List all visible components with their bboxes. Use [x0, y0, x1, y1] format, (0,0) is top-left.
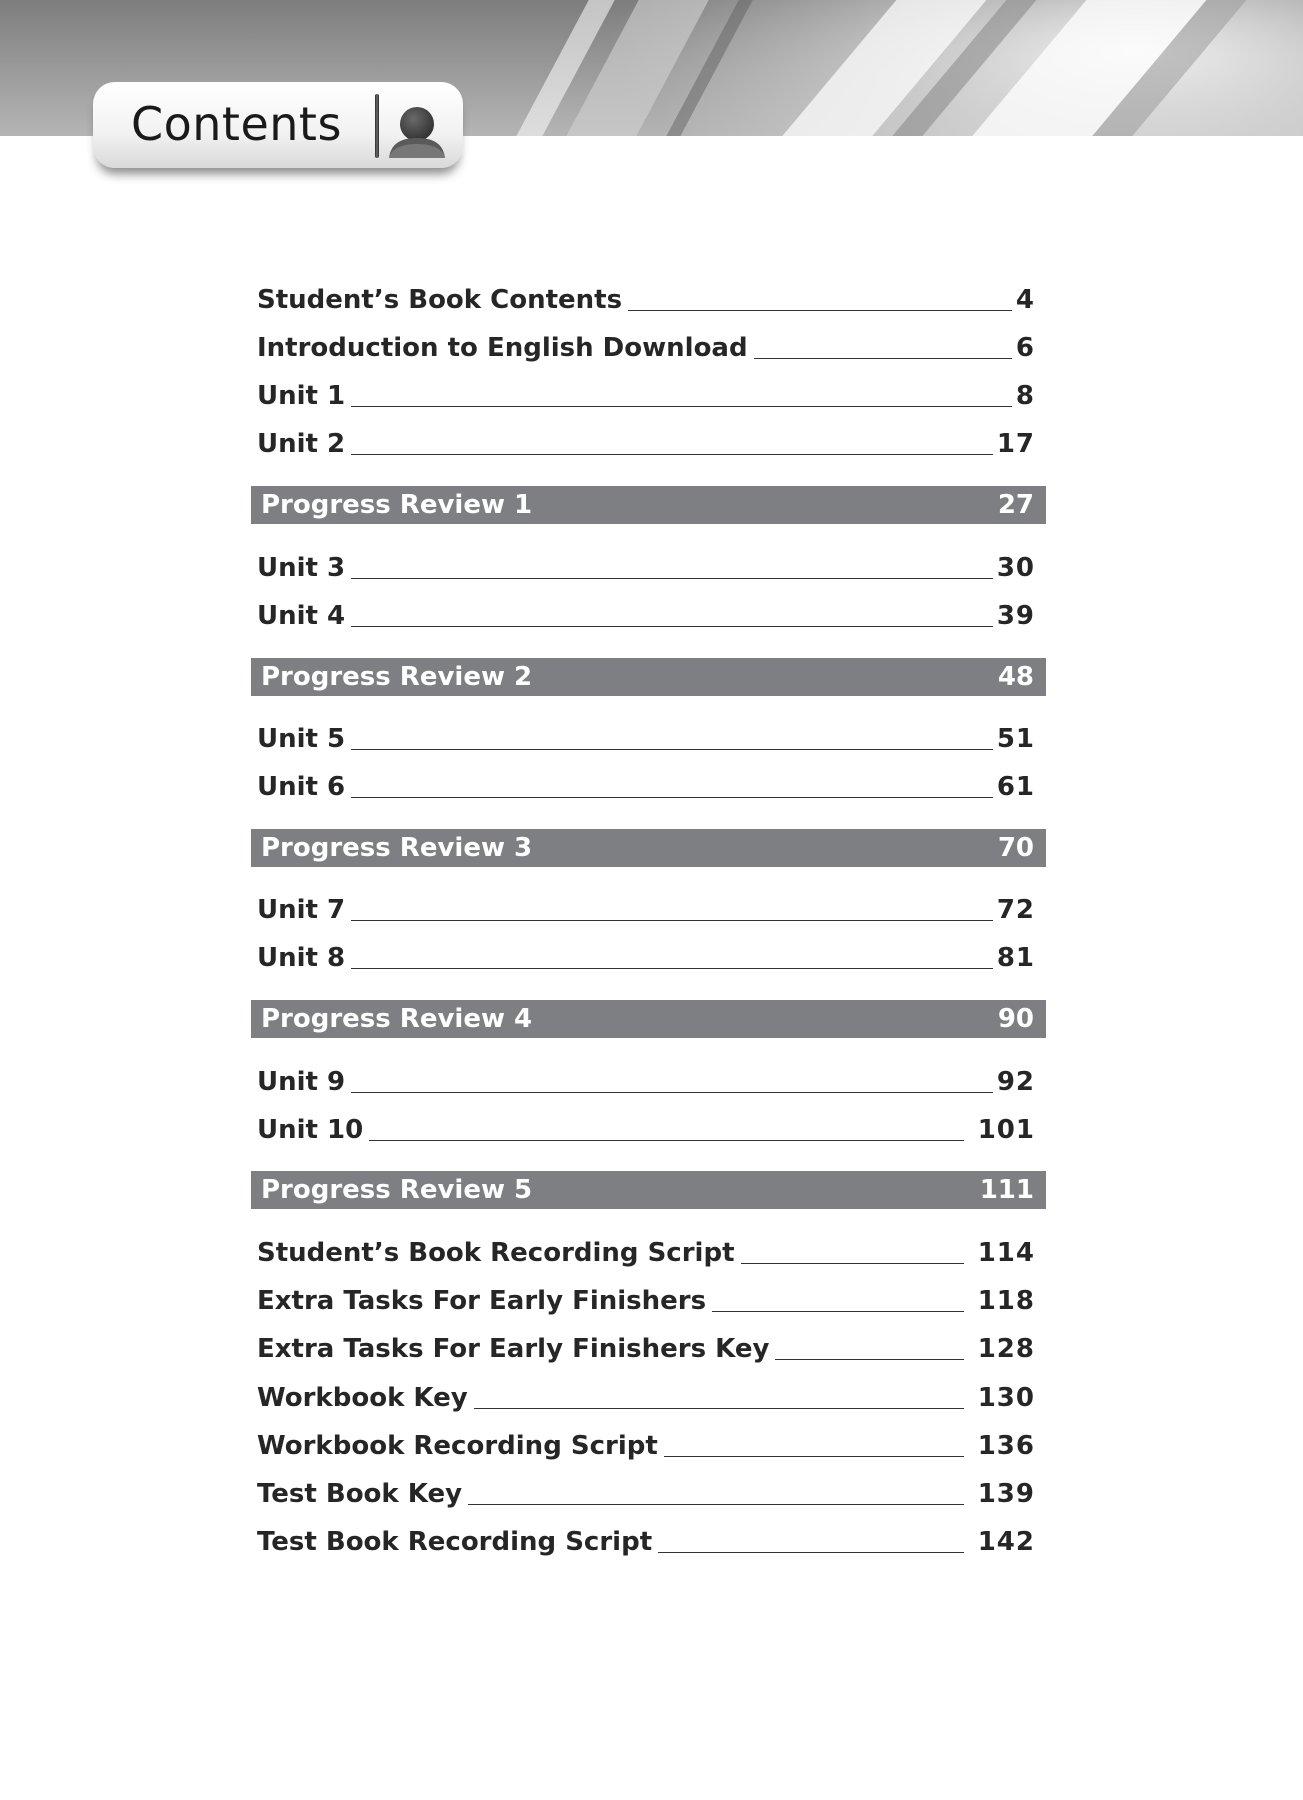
- toc-entry[interactable]: [257, 1378, 1035, 1414]
- toc-entry[interactable]: [257, 1233, 1035, 1269]
- toc-entry-page: 17: [996, 429, 1035, 459]
- dot-leader: [351, 405, 1012, 407]
- toc-entry-label: Unit 3: [257, 553, 346, 583]
- dot-leader: [369, 1139, 964, 1141]
- toc-entry[interactable]: [257, 719, 1035, 755]
- toc-entry-page: 30: [996, 553, 1035, 583]
- toc-entry-page: 128: [977, 1334, 1035, 1364]
- toc-entry[interactable]: [257, 376, 1035, 412]
- toc-entry-label: Student’s Book Recording Script: [257, 1238, 735, 1268]
- progress-review-page: 90: [997, 1004, 1034, 1034]
- toc-entry-label: Unit 2: [257, 429, 346, 459]
- progress-review-row[interactable]: [251, 486, 1046, 524]
- table-of-contents: [251, 0, 1046, 1800]
- toc-entry[interactable]: [257, 1281, 1035, 1317]
- dot-leader: [712, 1310, 964, 1312]
- toc-entry-label: Workbook Key: [257, 1383, 468, 1413]
- progress-review-row[interactable]: [251, 1171, 1046, 1209]
- dot-leader: [351, 453, 993, 455]
- progress-review-page: 27: [997, 490, 1034, 520]
- toc-entry-label: Test Book Recording Script: [257, 1527, 653, 1557]
- toc-entry[interactable]: [257, 1522, 1035, 1558]
- progress-review-label: Progress Review 1: [261, 490, 533, 520]
- progress-review-page: 111: [979, 1175, 1034, 1205]
- toc-entry-label: Extra Tasks For Early Finishers: [257, 1286, 707, 1316]
- toc-entry-label: Introduction to English Download: [257, 333, 748, 363]
- progress-review-label: Progress Review 4: [261, 1004, 533, 1034]
- toc-entry[interactable]: [257, 548, 1035, 584]
- toc-entry-page: 4: [1015, 285, 1035, 315]
- toc-entry-page: 51: [996, 724, 1035, 754]
- toc-entry-label: Unit 6: [257, 772, 346, 802]
- toc-entry-label: Workbook Recording Script: [257, 1431, 658, 1461]
- toc-entry-page: 101: [977, 1115, 1035, 1145]
- toc-entry-page: 114: [977, 1238, 1035, 1268]
- toc-entry-page: 118: [977, 1286, 1035, 1316]
- toc-entry-page: 72: [996, 895, 1035, 925]
- dot-leader: [468, 1503, 964, 1505]
- dot-leader: [351, 625, 993, 627]
- progress-review-row[interactable]: [251, 829, 1046, 867]
- toc-entry[interactable]: [257, 938, 1035, 974]
- toc-entry-page: 6: [1015, 333, 1035, 363]
- toc-entry-label: Unit 10: [257, 1115, 364, 1145]
- toc-entry-page: 39: [996, 601, 1035, 631]
- toc-entry[interactable]: [257, 1329, 1035, 1365]
- toc-entry-label: Unit 7: [257, 895, 346, 925]
- toc-entry-page: 142: [977, 1527, 1035, 1557]
- dot-leader: [775, 1358, 963, 1360]
- toc-entry-label: Unit 4: [257, 601, 346, 631]
- toc-entry[interactable]: [257, 596, 1035, 632]
- toc-entry-label: Test Book Key: [257, 1479, 463, 1509]
- dot-leader: [351, 577, 993, 579]
- dot-leader: [351, 1091, 993, 1093]
- progress-review-label: Progress Review 2: [261, 662, 533, 692]
- dot-leader: [351, 748, 993, 750]
- toc-entry-label: Unit 5: [257, 724, 346, 754]
- toc-entry-label: Unit 1: [257, 381, 346, 411]
- progress-review-page: 48: [997, 662, 1034, 692]
- toc-entry[interactable]: [257, 280, 1035, 316]
- dot-leader: [351, 967, 993, 969]
- toc-entry[interactable]: [257, 328, 1035, 364]
- toc-entry-label: Unit 9: [257, 1067, 346, 1097]
- toc-entry[interactable]: [257, 424, 1035, 460]
- progress-review-label: Progress Review 5: [261, 1175, 533, 1205]
- toc-entry-page: 136: [977, 1431, 1035, 1461]
- dot-leader: [664, 1455, 964, 1457]
- dot-leader: [754, 357, 1012, 359]
- progress-review-page: 70: [997, 833, 1034, 863]
- dot-leader: [351, 796, 993, 798]
- toc-entry-label: Student’s Book Contents: [257, 285, 623, 315]
- toc-entry-page: 81: [996, 943, 1035, 973]
- toc-entry[interactable]: [257, 1110, 1035, 1146]
- toc-entry[interactable]: [257, 1474, 1035, 1510]
- toc-entry-label: Unit 8: [257, 943, 346, 973]
- toc-entry[interactable]: [257, 1426, 1035, 1462]
- dot-leader: [351, 919, 993, 921]
- page-title: Contents: [131, 97, 342, 151]
- dot-leader: [628, 309, 1012, 311]
- toc-entry-page: 8: [1015, 381, 1035, 411]
- progress-review-label: Progress Review 3: [261, 833, 533, 863]
- progress-review-row[interactable]: [251, 1000, 1046, 1038]
- toc-entry-page: 92: [996, 1067, 1035, 1097]
- toc-entry[interactable]: [257, 1062, 1035, 1098]
- toc-entry-page: 139: [977, 1479, 1035, 1509]
- toc-entry[interactable]: [257, 767, 1035, 803]
- progress-review-row[interactable]: [251, 658, 1046, 696]
- dot-leader: [474, 1407, 964, 1409]
- toc-entry-page: 61: [996, 772, 1035, 802]
- toc-entry-page: 130: [977, 1383, 1035, 1413]
- toc-entry[interactable]: [257, 890, 1035, 926]
- dot-leader: [741, 1262, 964, 1264]
- dot-leader: [658, 1551, 964, 1553]
- toc-entry-label: Extra Tasks For Early Finishers Key: [257, 1334, 770, 1364]
